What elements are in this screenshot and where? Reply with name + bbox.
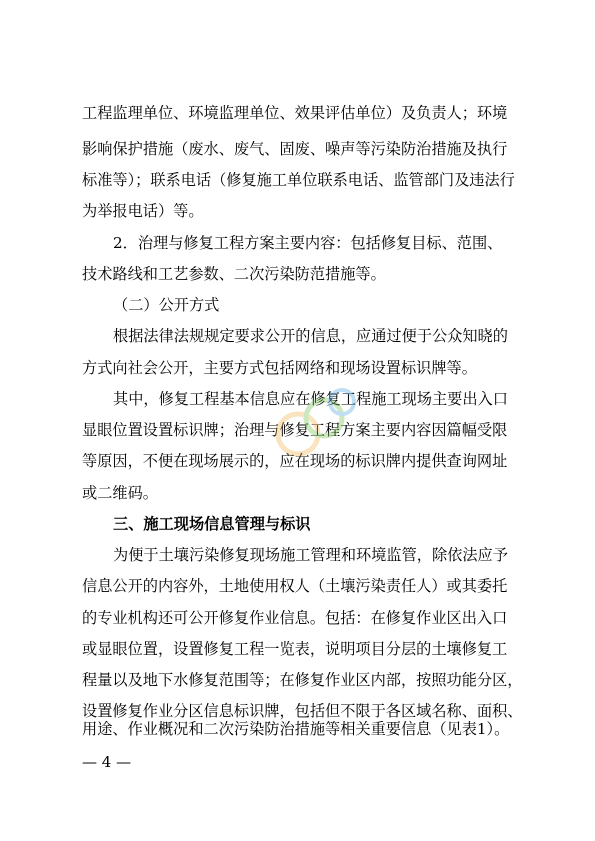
page-number: — 4 — — [82, 753, 132, 771]
